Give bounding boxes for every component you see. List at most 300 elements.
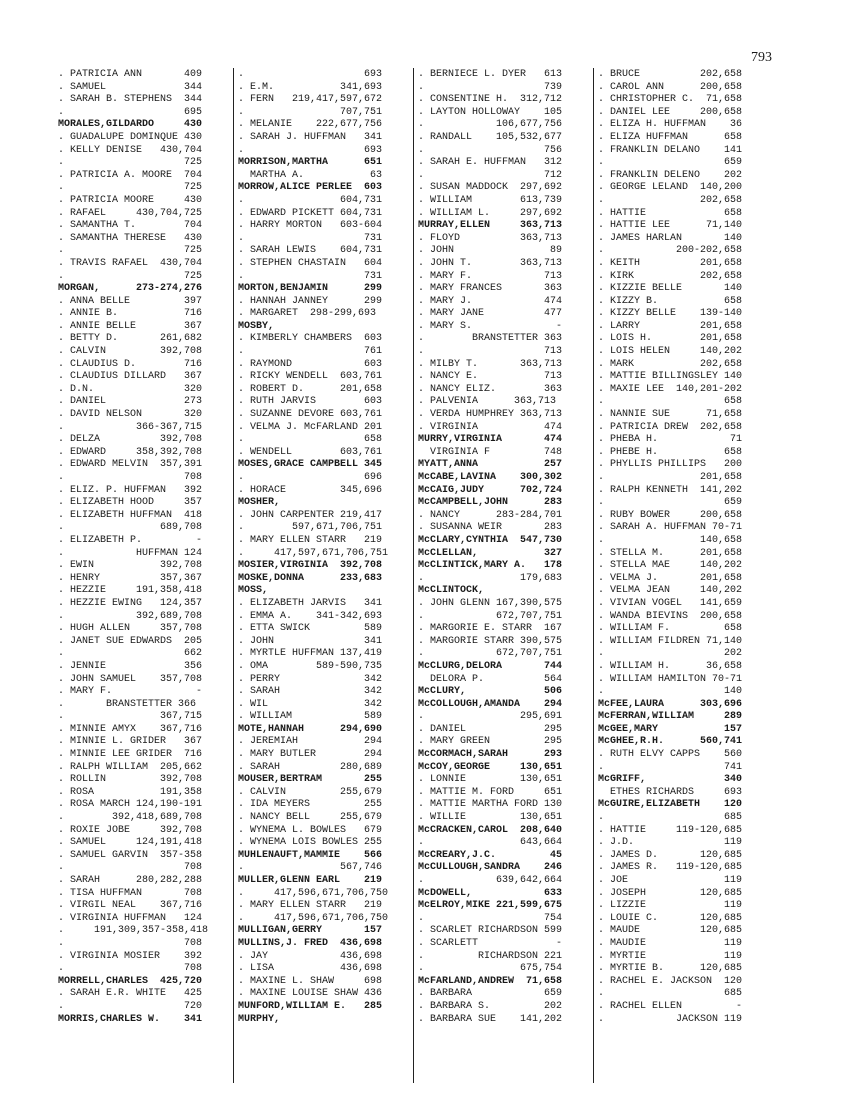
index-entry: . BERNIECE L. DYER 613 — [418, 69, 563, 80]
index-entry: . 140 — [598, 686, 743, 698]
index-entry: . WILLIAM FILDREN 71,140 — [598, 635, 743, 647]
index-entry: . 179,683 — [418, 572, 563, 584]
index-entry: . MARY F. 713 — [418, 270, 563, 282]
index-entry: . JAMES R. 119-120,685 — [598, 862, 743, 874]
index-entry: . NANCY ELIZ. 363 — [418, 383, 563, 395]
index-entry: . LISA 436,698 — [238, 963, 383, 975]
index-entry: . PATRICIA ANN 409 — [58, 69, 203, 80]
surname-heading: MOSKE,DONNA 233,683 — [238, 572, 383, 584]
index-entry: . 191,309,357-358,418 — [58, 925, 209, 937]
index-entry: . 720 — [58, 1000, 203, 1012]
surname-heading: MYATT,ANNA 257 — [418, 459, 563, 471]
index-entry: . 200-202,658 — [598, 245, 743, 257]
index-entry: . FERN 219,417,597,672 — [238, 94, 383, 106]
surname-heading: McELROY,MIKE 221,599,675 — [418, 900, 563, 912]
index-entry: . LARRY 201,658 — [598, 320, 743, 332]
index-entry: . 392,418,689,708 — [58, 812, 203, 824]
index-entry: . CONSENTINE H. 312,712 — [418, 94, 563, 106]
index-entry: . RACHEL E. JACKSON 120 — [598, 975, 743, 987]
index-entry: . VIRGINIA MOSIER 392 — [58, 950, 203, 962]
index-entry: . BETTY D. 261,682 — [58, 333, 203, 345]
index-entry: . MAXINE L. SHAW 698 — [238, 975, 383, 987]
index-entry: . 693 — [238, 69, 383, 80]
index-entry: . ROXIE JOBE 392,708 — [58, 824, 203, 836]
index-entry: . SAMANTHA T. 704 — [58, 220, 203, 232]
index-entry: . JAY 436,698 — [238, 950, 383, 962]
index-entry: . KIMBERLY CHAMBERS 603 — [238, 333, 383, 345]
surname-heading: MOSBY, — [238, 320, 275, 332]
index-entry: . RALPH WILLIAM 205,662 — [58, 761, 203, 773]
index-entry: . DANIEL LEE 200,658 — [598, 106, 743, 118]
index-entry: . MYRTLE HUFFMAN 137,419 — [238, 648, 383, 660]
index-entry: . MARY FRANCES 363 — [418, 283, 563, 295]
index-entry: . DANIEL 295 — [418, 723, 563, 735]
index-entry: . 689,708 — [58, 522, 203, 534]
index-entry: . FLOYD 363,713 — [418, 232, 563, 244]
index-entry: ETHES RICHARDS 693 — [598, 786, 743, 798]
index-entry: . 202,658 — [598, 194, 743, 206]
index-entry: . PERRY 342 — [238, 673, 383, 685]
index-entry: . STELLA M. 201,658 — [598, 547, 743, 559]
index-entry: . LAYTON HOLLOWAY 105 — [418, 106, 563, 118]
index-entry: . VIRGINIA 474 — [418, 421, 563, 433]
index-entry: . STEPHEN CHASTAIN 604 — [238, 257, 383, 269]
index-entry: . WILLIE 130,651 — [418, 812, 563, 824]
index-entry: . JOE 119 — [598, 875, 743, 886]
index-entry: . JAMES D. 120,685 — [598, 849, 743, 861]
index-entry: . PATRICIA DREW 202,658 — [598, 421, 743, 433]
index-entry: . MAXIE LEE 140,201-202 — [598, 383, 743, 395]
index-entry: . 639,642,664 — [418, 875, 563, 886]
index-entry: . MINNIE L. GRIDER 367 — [58, 736, 203, 748]
index-entry: . 693 — [238, 144, 383, 156]
index-entry: . MARY GREEN 295 — [418, 736, 563, 748]
index-column — [58, 68, 233, 1083]
index-entry: . BARBARA S. 202 — [418, 1000, 563, 1012]
index-entry: . RUBY BOWER 200,658 — [598, 509, 743, 521]
surname-heading: McCREARY,J.C. 45 — [418, 849, 563, 861]
index-entry: . 417,597,671,706,751 — [238, 547, 389, 559]
index-entry: . HEZZIE 191,358,418 — [58, 585, 203, 597]
index-entry: . HORACE 345,696 — [238, 484, 383, 496]
index-entry: . JOSEPH 120,685 — [598, 887, 743, 899]
index-entry: . LONNIE 130,651 — [418, 774, 563, 786]
index-columns — [58, 68, 773, 1083]
index-entry: . VIRGIL NEAL 367,716 — [58, 900, 203, 912]
index-entry: . 201,658 — [598, 472, 743, 483]
index-entry: . HATTIE 119-120,685 — [598, 824, 743, 836]
index-entry: . ELIZ. P. HUFFMAN 392 — [58, 484, 203, 496]
index-entry: . ELIZABETH JARVIS 341 — [238, 597, 383, 609]
index-entry: . LOIS H. 201,658 — [598, 333, 743, 345]
index-entry: . MAXINE LOUISE SHAW 436 — [238, 988, 383, 1000]
index-entry: . BRUCE 202,658 — [598, 69, 743, 80]
index-entry: . MATTIE M. FORD 651 — [418, 786, 563, 798]
index-entry: . OMA 589-590,735 — [238, 660, 383, 672]
index-entry: . HUFFMAN 124 — [58, 547, 203, 559]
index-entry: . WILLIAM HAMILTON 70-71 — [598, 673, 743, 685]
surname-heading: McCRACKEN,CAROL 208,640 — [418, 824, 563, 836]
index-entry: . VELMA JEAN 140,202 — [598, 585, 743, 597]
index-entry: . BRANSTETTER 366 — [58, 698, 197, 710]
index-column — [413, 68, 593, 1083]
index-entry: . RAYMOND 603 — [238, 358, 383, 370]
index-entry: . DAVID NELSON 320 — [58, 409, 203, 421]
index-entry: . BARBARA 659 — [418, 988, 563, 1000]
index-entry: . 672,707,751 — [418, 610, 563, 622]
surname-heading: MOSHER, — [238, 497, 281, 509]
surname-heading: McGHEE,R.H. 560,741 — [598, 736, 743, 748]
index-entry: . SUSANNA WEIR 283 — [418, 522, 563, 534]
surname-heading: MURRY,VIRGINIA 474 — [418, 434, 563, 446]
index-entry: . SARAH B. STEPHENS 344 — [58, 94, 203, 106]
index-entry: . EMMA A. 341-342,693 — [238, 610, 383, 622]
index-entry: . EDWARD MELVIN 357,391 — [58, 459, 203, 471]
surname-heading: McCORMACH,SARAH 293 — [418, 749, 563, 761]
index-entry: . 140,658 — [598, 534, 743, 546]
surname-heading: MULLER,GLENN EARL 219 — [238, 875, 383, 886]
index-entry: . EWIN 392,708 — [58, 560, 203, 572]
index-entry: . MARY ELLEN STARR 219 — [238, 534, 383, 546]
index-entry: . SUZANNE DEVORE 603,761 — [238, 409, 383, 421]
index-entry: . LIZZIE 119 — [598, 900, 743, 912]
index-entry: . MATTIE MARTHA FORD 130 — [418, 799, 563, 811]
index-entry: . SARAH A. HUFFMAN 70-71 — [598, 522, 743, 534]
index-entry: . SAMANTHA THERESE 430 — [58, 232, 203, 244]
index-entry: . ELIZABETH P. - — [58, 534, 203, 546]
index-entry: . CHRISTOPHER C. 71,658 — [598, 94, 743, 106]
surname-heading: McCLELLAN, 327 — [418, 547, 563, 559]
index-entry: . SARAH LEWIS 604,731 — [238, 245, 383, 257]
index-entry: . JOHN SAMUEL 357,708 — [58, 673, 203, 685]
index-entry: . ELIZABETH HUFFMAN 418 — [58, 509, 203, 521]
index-entry: . ROSA 191,358 — [58, 786, 203, 798]
surname-heading: McGUIRE,ELIZABETH 120 — [598, 799, 743, 811]
surname-heading: McGEE,MARY 157 — [598, 723, 743, 735]
surname-heading: McCLINTOCK, — [418, 585, 485, 597]
index-entry: . VIRGINIA HUFFMAN 124 — [58, 912, 203, 924]
index-entry: . MYRTIE 119 — [598, 950, 743, 962]
surname-heading: McFERRAN,WILLIAM 289 — [598, 711, 743, 723]
surname-heading: MORGAN, 273-274,276 — [58, 283, 203, 295]
index-entry: . CLAUDIUS D. 716 — [58, 358, 203, 370]
surname-heading: MORRELL,CHARLES 425,720 — [58, 975, 203, 987]
index-entry: . MYRTIE B. 120,685 — [598, 963, 743, 975]
index-entry: . DELZA 392,708 — [58, 434, 203, 446]
index-entry: . LOIS HELEN 140,202 — [598, 346, 743, 358]
index-entry: . NANCY E. 713 — [418, 371, 563, 383]
surname-heading: MUNFORD,WILLIAM E. 285 — [238, 1000, 383, 1012]
index-entry: . MAUDE 120,685 — [598, 925, 743, 937]
index-entry: . ANNIE B. 716 — [58, 308, 203, 320]
index-entry: . ELIZABETH HOOD 357 — [58, 497, 203, 509]
index-entry: . MATTIE BILLINGSLEY 140 — [598, 371, 743, 383]
index-entry: . RANDALL 105,532,677 — [418, 131, 563, 143]
page-number: 793 — [751, 50, 772, 65]
index-entry: . SAMUEL GARVIN 357-358 — [58, 849, 203, 861]
index-entry: . SARAH J. HUFFMAN 341 — [238, 131, 383, 143]
index-entry: . SARAH 342 — [238, 686, 383, 698]
index-entry: . 739 — [418, 81, 563, 93]
index-entry: . RALPH KENNETH 141,202 — [598, 484, 743, 496]
index-entry: . WANDA BIEVINS 200,658 — [598, 610, 743, 622]
surname-heading: MORRISON,MARTHA 651 — [238, 157, 383, 169]
index-entry: . ROBERT D. 201,658 — [238, 383, 383, 395]
index-entry: . MARGORIE E. STARR 167 — [418, 623, 563, 635]
index-entry: . KEITH 201,658 — [598, 257, 743, 269]
index-entry: . PATRICIA A. MOORE 704 — [58, 169, 203, 181]
surname-heading: MORALES,GILDARDO 430 — [58, 119, 203, 131]
index-entry: . MILBY T. 363,713 — [418, 358, 563, 370]
index-entry: . 725 — [58, 245, 203, 257]
index-entry: . NANCY 283-284,701 — [418, 509, 563, 521]
surname-heading: MOTE,HANNAH 294,690 — [238, 723, 383, 735]
surname-heading: McDOWELL, 633 — [418, 887, 563, 899]
index-entry: . 754 — [418, 912, 563, 924]
index-entry: . WYNEMA LOIS BOWLES 255 — [238, 837, 383, 849]
index-entry: . 712 — [418, 169, 563, 181]
index-entry: . RUTH ELVY CAPPS 560 — [598, 749, 743, 761]
index-column — [593, 68, 773, 1083]
index-entry: . SARAH 280,689 — [238, 761, 383, 773]
index-entry: . NANCY BELL 255,679 — [238, 812, 383, 824]
index-entry: . 567,746 — [238, 862, 383, 874]
index-entry: . WIL 342 — [238, 698, 383, 710]
index-entry: . ANNA BELLE 397 — [58, 295, 203, 307]
surname-heading: McCLURY, 506 — [418, 686, 563, 698]
index-entry: . 708 — [58, 862, 203, 874]
index-entry: . 696 — [238, 472, 383, 483]
index-entry: . SAMUEL 124,191,418 — [58, 837, 203, 849]
index-entry: . 295,691 — [418, 711, 563, 723]
index-entry: . HATTIE LEE 71,140 — [598, 220, 743, 232]
index-entry: . E.M. 341,693 — [238, 81, 383, 93]
index-entry: . VELMA J. McFARLAND 201 — [238, 421, 383, 433]
surname-heading: McCAIG,JUDY 702,724 — [418, 484, 563, 496]
surname-heading: McFEE,LAURA 303,696 — [598, 698, 743, 710]
index-entry: . KIZZY BELLE 139-140 — [598, 308, 743, 320]
index-entry: . DANIEL 273 — [58, 396, 203, 408]
index-entry: . PALVENIA 363,713 — [418, 396, 557, 408]
index-entry: . KIRK 202,658 — [598, 270, 743, 282]
index-entry: . 725 — [58, 157, 203, 169]
index-entry: . TISA HUFFMAN 708 — [58, 887, 203, 899]
surname-heading: MOSIER,VIRGINIA 392,708 — [238, 560, 383, 572]
index-entry: . IDA MEYERS 255 — [238, 799, 383, 811]
surname-heading: McCAMPBELL,JOHN 283 — [418, 497, 563, 509]
index-entry: . HUGH ALLEN 357,708 — [58, 623, 203, 635]
surname-heading: McCABE,LAVINA 300,302 — [418, 472, 563, 483]
index-entry: . MARY ELLEN STARR 219 — [238, 900, 383, 912]
index-entry: . HANNAH JANNEY 299 — [238, 295, 383, 307]
surname-heading: McCOLLOUGH,AMANDA 294 — [418, 698, 563, 710]
index-entry: . 597,671,706,751 — [238, 522, 383, 534]
index-entry: . 662 — [58, 648, 203, 660]
index-entry: . RICHARDSON 221 — [418, 950, 563, 962]
index-entry: . WILLIAM F. 658 — [598, 623, 743, 635]
index-entry: . HARRY MORTON 603-604 — [238, 220, 383, 232]
index-entry: VIRGINIA F 748 — [418, 446, 563, 458]
index-entry: . MAUDIE 119 — [598, 937, 743, 949]
index-entry: . FRANKLIN DELANO 141 — [598, 144, 743, 156]
surname-heading: McCLURG,DELORA 744 — [418, 660, 563, 672]
index-entry: . JENNIE 356 — [58, 660, 203, 672]
index-entry: . WENDELL 603,761 — [238, 446, 383, 458]
index-entry: . KIZZY B. 658 — [598, 295, 743, 307]
index-entry: . ELIZA HUFFMAN 658 — [598, 131, 743, 143]
index-entry: . VERDA HUMPHREY 363,713 — [418, 409, 563, 421]
index-entry: . JAMES HARLAN 140 — [598, 232, 743, 244]
index-entry: . 708 — [58, 472, 203, 483]
index-entry: . HATTIE 658 — [598, 207, 743, 219]
index-entry: . 725 — [58, 182, 203, 194]
index-entry: . SARAH E.R. WHITE 425 — [58, 988, 203, 1000]
index-entry: . SUSAN MADDOCK 297,692 — [418, 182, 563, 194]
index-entry: . BRANSTETTER 363 — [418, 333, 563, 345]
index-entry: . 725 — [58, 270, 203, 282]
index-entry: . PHYLLIS PHILLIPS 200 — [598, 459, 743, 471]
index-entry: . VIVIAN VOGEL 141,659 — [598, 597, 743, 609]
index-column — [233, 68, 413, 1083]
index-entry: . STELLA MAE 140,202 — [598, 560, 743, 572]
index-entry: . MARY F. - — [58, 686, 203, 698]
index-entry: . 417,596,671,706,750 — [238, 887, 389, 899]
index-entry: . CALVIN 392,708 — [58, 346, 203, 358]
index-entry: . 731 — [238, 270, 383, 282]
index-entry: . ROSA MARCH 124,190-191 — [58, 799, 203, 811]
index-entry: . MARK 202,658 — [598, 358, 743, 370]
index-entry: . 761 — [238, 346, 383, 358]
index-entry: . WYNEMA L. BOWLES 679 — [238, 824, 383, 836]
index-entry: . MARGORIE STARR 390,575 — [418, 635, 563, 647]
index-entry: . SCARLETT - — [418, 937, 563, 949]
index-entry: . ROLLIN 392,708 — [58, 774, 203, 786]
index-entry: . CAROL ANN 200,658 — [598, 81, 743, 93]
index-entry: . 366-367,715 — [58, 421, 203, 433]
index-entry: . 392,689,708 — [58, 610, 203, 622]
index-entry: . 672,707,751 — [418, 648, 563, 660]
index-entry: . KELLY DENISE 430,704 — [58, 144, 203, 156]
index-entry: . 708 — [58, 963, 203, 975]
index-entry: . 604,731 — [238, 194, 383, 206]
index-entry: . JACKSON 119 — [598, 1013, 743, 1025]
index-entry: . RICKY WENDELL 603,761 — [238, 371, 383, 383]
index-entry: . 756 — [418, 144, 563, 156]
index-entry: . 106,677,756 — [418, 119, 563, 131]
index-entry: . 658 — [238, 434, 383, 446]
index-entry: . 658 — [598, 396, 743, 408]
index-entry: . PHEBE H. 658 — [598, 446, 743, 458]
surname-heading: MOSES,GRACE CAMPBELL 345 — [238, 459, 383, 471]
index-entry: . 708 — [58, 937, 203, 949]
index-entry: . CALVIN 255,679 — [238, 786, 383, 798]
index-entry: . JOHN GLENN 167,390,575 — [418, 597, 563, 609]
index-entry: . JANET SUE EDWARDS 205 — [58, 635, 203, 647]
index-entry: . MINNIE AMYX 367,716 — [58, 723, 203, 735]
index-entry: . GUADALUPE DOMINQUE 430 — [58, 131, 203, 143]
index-entry: . KIZZIE BELLE 140 — [598, 283, 743, 295]
index-entry: . MELANIE 222,677,756 — [238, 119, 383, 131]
index-entry: . MARY JANE 477 — [418, 308, 563, 320]
index-entry: . SAMUEL 344 — [58, 81, 203, 93]
index-entry: . SARAH 280,282,288 — [58, 875, 203, 886]
surname-heading: MULLINS,J. FRED 436,698 — [238, 937, 383, 949]
index-entry: . D.N. 320 — [58, 383, 203, 395]
index-entry: . 659 — [598, 157, 743, 169]
surname-heading: MUHLENAUFT,MAMMIE 566 — [238, 849, 383, 861]
index-entry: . 707,751 — [238, 106, 383, 118]
surname-heading: MURRAY,ELLEN 363,713 — [418, 220, 563, 232]
index-entry: . 367,715 — [58, 711, 203, 723]
index-entry: . 643,664 — [418, 837, 563, 849]
index-entry: . MARY J. 474 — [418, 295, 563, 307]
surname-heading: MOUSER,BERTRAM 255 — [238, 774, 383, 786]
index-entry: . 685 — [598, 988, 743, 1000]
index-entry: . MARY BUTLER 294 — [238, 749, 383, 761]
index-entry: . RACHEL ELLEN - — [598, 1000, 743, 1012]
index-entry: . RUTH JARVIS 603 — [238, 396, 383, 408]
index-entry: . 731 — [238, 232, 383, 244]
index-entry: . PHEBA H. 71 — [598, 434, 743, 446]
index-entry: . FRANKLIN DELENO 202 — [598, 169, 743, 181]
surname-heading: MULLIGAN,GERRY 157 — [238, 925, 383, 937]
index-entry: . ELIZA H. HUFFMAN 36 — [598, 119, 743, 131]
index-entry: . SCARLET RICHARDSON 599 — [418, 925, 563, 937]
index-entry: . 685 — [598, 812, 743, 824]
index-entry: . HENRY 357,367 — [58, 572, 203, 584]
index-entry: . LOUIE C. 120,685 — [598, 912, 743, 924]
index-entry: . 713 — [418, 346, 563, 358]
index-entry: . VELMA J. 201,658 — [598, 572, 743, 584]
index-entry: . ANNIE BELLE 367 — [58, 320, 203, 332]
index-entry: . JOHN CARPENTER 219,417 — [238, 509, 383, 521]
surname-heading: MURPHY, — [238, 1013, 281, 1025]
index-entry: . 417,596,671,706,750 — [238, 912, 389, 924]
index-entry: . RAFAEL 430,704,725 — [58, 207, 203, 219]
index-entry: . NANNIE SUE 71,658 — [598, 409, 743, 421]
index-entry: . 202 — [598, 648, 743, 660]
index-entry: . WILLIAM L. 297,692 — [418, 207, 563, 219]
index-entry: . EDWARD PICKETT 604,731 — [238, 207, 383, 219]
surname-heading: MORRIS,CHARLES W. 341 — [58, 1013, 203, 1025]
index-entry: . SARAH E. HUFFMAN 312 — [418, 157, 563, 169]
index-entry: . MINNIE LEE GRIDER 716 — [58, 749, 203, 761]
index-entry: MARTHA A. 63 — [238, 169, 383, 181]
index-entry: . 675,754 — [418, 963, 563, 975]
index-entry: . EDWARD 358,392,708 — [58, 446, 203, 458]
index-entry: . BARBARA SUE 141,202 — [418, 1013, 563, 1025]
index-entry: DELORA P. 564 — [418, 673, 563, 685]
index-entry: . PATRICIA MOORE 430 — [58, 194, 203, 206]
surname-heading: MORROW,ALICE PERLEE 603 — [238, 182, 383, 194]
index-entry: . HEZZIE EWING 124,357 — [58, 597, 203, 609]
index-entry: . JOHN T. 363,713 — [418, 257, 563, 269]
index-entry: . J.D. 119 — [598, 837, 743, 849]
index-entry: . WILLIAM 589 — [238, 711, 383, 723]
index-entry: . MARY S. - — [418, 320, 563, 332]
surname-heading: MORTON,BENJAMIN 299 — [238, 283, 383, 295]
surname-heading: McGRIFF, 340 — [598, 774, 743, 786]
index-entry: . JOHN 89 — [418, 245, 563, 257]
index-entry: . CLAUDIUS DILLARD 367 — [58, 371, 203, 383]
index-entry: . MARGARET 298-299,693 — [238, 308, 377, 320]
index-entry: . 741 — [598, 761, 743, 773]
index-entry: . WILLIAM H. 36,658 — [598, 660, 743, 672]
index-entry: . WILLIAM 613,739 — [418, 194, 563, 206]
index-entry: . GEORGE LELAND 140,200 — [598, 182, 743, 194]
index-entry: . 659 — [598, 497, 743, 509]
surname-heading: McCOY,GEORGE 130,651 — [418, 761, 563, 773]
